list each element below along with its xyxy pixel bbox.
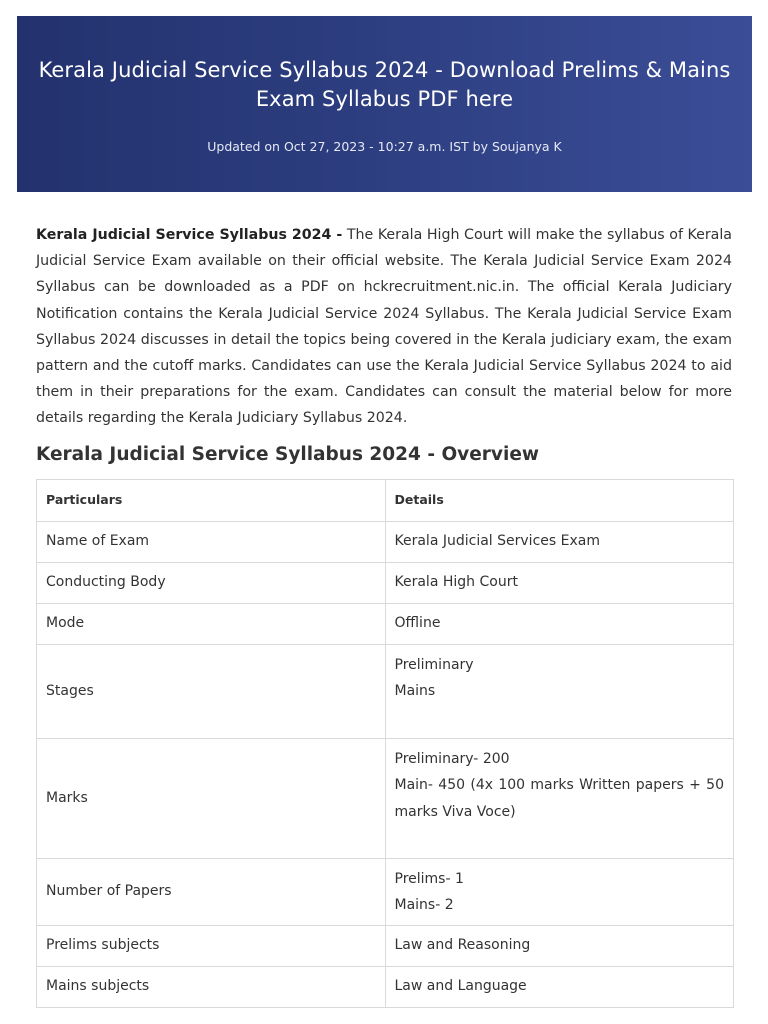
row-value xyxy=(385,858,734,925)
row-value xyxy=(385,738,734,858)
intro-paragraph xyxy=(36,222,732,432)
intro-lead: Kerala Judicial Service Syllabus 2024 - xyxy=(36,227,343,243)
row-value xyxy=(385,562,734,603)
row-key: Mains subjects xyxy=(37,966,386,1007)
row-value xyxy=(385,966,734,1007)
value-line: Law and Reasoning xyxy=(394,937,531,954)
value-line: Preliminary xyxy=(394,656,474,673)
value-line: Preliminary- 200 xyxy=(394,750,510,767)
row-key: Number of Papers xyxy=(37,858,386,925)
row-value xyxy=(385,644,734,738)
value-line: Law and Language xyxy=(394,978,527,995)
column-header-particulars: Particulars xyxy=(37,479,386,521)
value-line: Mains- 2 xyxy=(394,897,454,914)
intro-text: The Kerala High Court will make the syllabus of Kerala Judicial Service Exam available on their official website. The Kerala Judicial Service Exam 2024 Syllabus can be downloaded as a PDF on hckrecruitment.nic.in. The official Kerala Judiciary Notification contains the Kerala Judicial Service 2024 Syllabus. The Kerala Judicial Service Exam Syllabus 2024 discusses in detail the topics being covered in the Kerala judiciary exam, the exam pattern and the cutoff marks. Candidates can use the Kerala Judicial Service Syllabus 2024 to aid them in their preparations for the exam. Candidates can consult the material below for more details regarding the Kerala Judiciary Syllabus 2024. xyxy=(36,227,732,427)
value-line: Kerala Judicial Services Exam xyxy=(394,533,600,550)
table-row xyxy=(37,562,734,603)
table-row xyxy=(37,521,734,562)
article-body xyxy=(36,222,732,1008)
row-key: Mode xyxy=(37,603,386,644)
value-line: Main- 450 (4x 100 marks Written papers + 50 marks Viva Voce) xyxy=(394,777,724,820)
row-key: Marks xyxy=(37,738,386,858)
table-header-row xyxy=(37,479,734,521)
overview-heading: Kerala Judicial Service Syllabus 2024 - Overview xyxy=(36,443,539,465)
table-row xyxy=(37,925,734,966)
row-value xyxy=(385,925,734,966)
table-row xyxy=(37,858,734,925)
row-key: Conducting Body xyxy=(37,562,386,603)
table-row xyxy=(37,603,734,644)
row-key: Stages xyxy=(37,644,386,738)
overview-table xyxy=(36,479,734,1008)
table-row xyxy=(37,644,734,738)
value-line: Kerala High Court xyxy=(394,574,518,591)
value-line: Prelims- 1 xyxy=(394,870,464,887)
row-key: Name of Exam xyxy=(37,521,386,562)
row-value xyxy=(385,521,734,562)
article-header xyxy=(17,16,752,192)
table-row xyxy=(37,966,734,1007)
value-line: Offline xyxy=(394,615,441,632)
row-key: Prelims subjects xyxy=(37,925,386,966)
value-line: Mains xyxy=(394,683,436,700)
updated-meta: Updated on Oct 27, 2023 - 10:27 a.m. IST by Soujanya K xyxy=(207,139,562,154)
article-title: Kerala Judicial Service Syllabus 2024 - Download Prelims & Mains Exam Syllabus PDF here xyxy=(38,58,731,111)
column-header-details: Details xyxy=(385,479,734,521)
row-value xyxy=(385,603,734,644)
table-row xyxy=(37,738,734,858)
